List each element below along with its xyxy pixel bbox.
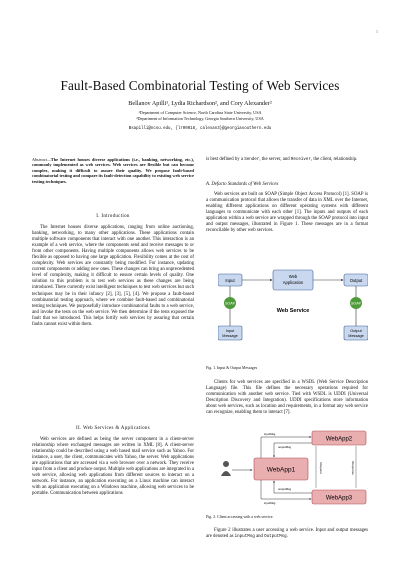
web-service-label: Web Service	[276, 308, 310, 314]
figure-2-paragraph: Figure 2 illustrates a user accessing a web service. Input and output messages are denoted as inputMsg and OutputMsg.	[206, 528, 368, 540]
abstract	[32, 157, 194, 184]
soap-left-label: SOAP	[225, 301, 235, 306]
abstract-label: Abstract—	[32, 157, 51, 162]
subsection-heading-a: A. Defacto Standards of Web Services	[206, 182, 279, 187]
section-heading-web-services: II. Web Services & Applications	[76, 426, 150, 431]
affiliation-1: ¹Department of Computer Science, North Carolina State University, USA	[138, 110, 262, 115]
figure-2-diagram	[216, 428, 368, 508]
section-heading-introduction: I. Introduction	[96, 214, 130, 219]
author-list: Bellanov Apilli¹, Lydia Richardson², and Cory Alexander²	[128, 100, 272, 107]
outputmsg-label-bottom: outputMsg	[278, 487, 292, 491]
user-icon	[221, 461, 231, 476]
outputmsg-label-top: outputMsg	[278, 445, 292, 449]
response-label: Response	[351, 461, 355, 475]
soap-paragraph: Web services are built on SOAP (Simple Object Access Protocol) [1]. SOAP is a communication protocol that allows the transfer of data in XML over the Internet, enabling different applications on different operating systems with different languages to communicate with each other [1]. The inputs and outputs of each application within a web service are wrapped through the SOAP protocol into input and output messages, illustrated in Figure 1. These messages are in a format reconcilable by other web services.	[206, 192, 368, 234]
inputmsg-label-bottom: inputMsg	[264, 501, 276, 505]
webapp3-label: WebApp3	[325, 495, 353, 502]
input-message-label-2: Message	[222, 334, 238, 338]
webapp2-label: WebApp2	[325, 436, 353, 443]
intro-paragraph: The Internet houses diverse applications, ranging from online auctioning, banking, networking, to many other applications. These applications contain multiple software components that interact with one another. This interaction is an example of a web service, where the components send and receive messages to or from other components. Having multiple components allows web services to be flexible as opposed to having one large application. Flexibility comes at the cost of complexity. Web services are constantly being modified. For instance, updating current components or adding new ones. These changes can bring an unprecedented level of complexity, making it difficult to ensure certain levels of quality. One solution to this problem is to test web services as these changes are being introduced. There currently exist intelligent techniques to test web services but such techniques may be in their infancy [2], [3], [5], [4]. We propose a fault-based combinatorial testing approach, where we combine fault-based and combinatorial testing techniques. We purposefully introduce combinatorial faults to a web service, and invoke the tests on the web service. We then determine if the tests exposed the fault that we introduced. This helps fortify web services by assuring that certain faults cannot exist within them.	[32, 225, 194, 327]
inputmsg-label-top: inputMsg	[264, 432, 276, 436]
web-services-paragraph: Web services are defined as being the server component in a client-server relationship where exchanged messages are written in XML [8]. A client-server relationship could be described using a web based mail service such as Yahoo. For instance, a user, the client, communicates with Yahoo, the server. Web applications are applications that are accessed via a web browser over a network. They receive input from a client and produce output. Multiple web applications are integrated in a web service, allowing web applications from different sources to interact on a network. For instance, an application executing on a Linux machine can interact with an application executing on a Windows machine, allowing web services to be portable. Communication between applications	[32, 437, 194, 497]
abstract-text: The Internet houses diverse applications (i.e., banking, networking, etc.), commonly implemented as web services. Web services are flexible but can become complex, making it difficult to assure their quality. We propose fault-based combinatorial testing and compare its fault-detection capability to existing web service testing techniques.	[32, 157, 194, 184]
output-message-label: Output	[350, 329, 362, 333]
figure-1-caption: Fig. 1. Input & Output Messages	[206, 366, 258, 370]
right-intro-text: is best defined by a Sender, the server, and Receiver, the client, relationship.	[206, 157, 358, 162]
wsdl-paragraph: Clients for web services are specified in a WSDL (Web Service Description Language) file. This file defines the necessary operations required for communication with another web service. Tied with WSDL is UDDI (Universal Description Discovery and Integration). UDDI specifications store information about web services, such as location and requirements, in a format any web service can recognize, enabling them to interact [7].	[206, 380, 368, 416]
request-label: Request	[319, 462, 323, 474]
soap-right-label: SOAP	[351, 301, 361, 306]
figure-2-caption: Fig. 2. Client accessing with a web service.	[206, 515, 274, 519]
output-message-label-2: Message	[348, 334, 364, 338]
author-emails: Bsapilli@ncsu.edu, {lr00018, calexan3}@georgiasouthern.edu	[128, 127, 272, 131]
web-application-label-2: Application	[282, 280, 304, 285]
webapp1-label: WebApp1	[266, 466, 296, 474]
input-label: Input	[225, 278, 235, 283]
input-message-label: Input	[225, 329, 235, 333]
output-label: Output	[349, 278, 363, 283]
page-number: 1	[376, 29, 378, 34]
affiliation-2: ²Department of Information Technology, Georgia Southern University, USA	[136, 116, 264, 121]
paper-title: Fault-Based Combinatorial Testing of Web Services	[60, 78, 340, 93]
web-application-label: Web	[288, 274, 298, 279]
figure-1-diagram	[218, 268, 368, 356]
